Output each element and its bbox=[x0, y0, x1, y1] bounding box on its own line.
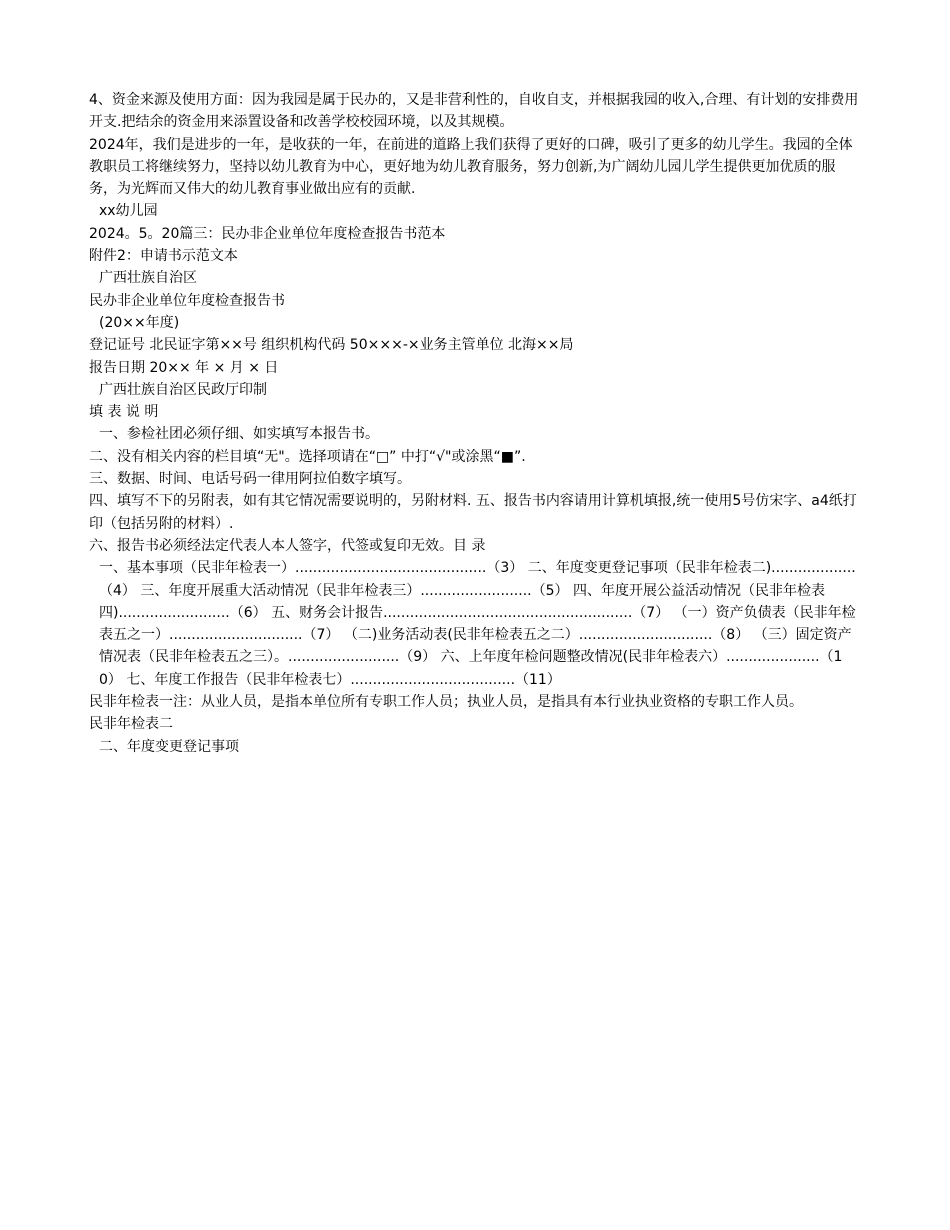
form-1-note: 民非年检表一注：从业人员，是指本单位所有专职工作人员；执业人员，是指具有本行业执业资格的专职工作人员。 bbox=[89, 694, 803, 711]
attachment-label: 附件2：申请书示范文本 bbox=[89, 248, 238, 265]
instruction-3: 三、数据、时间、电话号码一律用阿拉伯数字填写。 bbox=[89, 471, 411, 488]
instruction-2: 二、没有相关内容的栏目填“无"。选择项请在“□” 中打“√"或涂黑“■”. bbox=[89, 448, 526, 465]
region-name: 广西壮族自治区 bbox=[99, 270, 197, 287]
report-date: 报告日期 20×× 年 × 月 × 日 bbox=[89, 359, 279, 376]
section-2-heading: 二、年度变更登记事项 bbox=[99, 738, 239, 755]
signature-kindergarten: xx幼儿园 bbox=[99, 203, 158, 220]
printed-by: 广西壮族自治区民政厅印制 bbox=[99, 381, 267, 398]
table-of-contents: 一、基本事项（民非年检表一）...........................................（3） 二、年度变更登记事项（民非年检表二)...................（4） 三、年度开展重大活动情况（民非年检表三）.........................（5） 四、年度开展公益活动情况（民非年检表四).........................（6） 五、财务会计报告........................................................（7） （一）资产负债表（民非年检表五之一）..............................（7） （二)业务活动表(民非年检表五之二）..............................（8） （三）固定资产情况表（民非年检表五之三）。.........................（9） 六、上年度年检问题整改情况(民非年检表六）.....................（10） 七、年度工作报告（民非年检表七）.....................................（11） bbox=[99, 560, 856, 688]
document-page bbox=[89, 89, 862, 758]
paragraph-summary-2024: 2024年，我们是进步的一年，是收获的一年，在前进的道路上我们获得了更好的口碑，吸引了更多的幼儿学生。我园的全体教职员工将继续努力，坚持以幼儿教育为中心，更好地为幼儿教育服务，努力创新,为广阔幼儿园儿学生提供更加优质的服务，为光辉而又伟大的幼儿教育事业做出应有的贡献. bbox=[89, 136, 853, 198]
instruction-4-5: 四、填写不下的另附表，如有其它情况需要说明的，另附材料. 五、报告书内容请用计算机填报,统一使用5号仿宋字、a4纸打印（包括另附的材料）. bbox=[89, 493, 857, 532]
instructions-heading: 填 表 说 明 bbox=[89, 404, 159, 421]
registration-info: 登记证号 北民证字第××号 组织机构代码 50×××-×业务主管单位 北海××局 bbox=[89, 337, 574, 354]
report-title: 民办非企业单位年度检查报告书 bbox=[89, 292, 285, 309]
instruction-6-and-toc-heading: 六、报告书必须经法定代表人本人签字，代签或复印无效。目 录 bbox=[89, 537, 486, 554]
form-2-label: 民非年检表二 bbox=[89, 716, 173, 733]
instruction-1: 一、参检社团必须仔细、如实填写本报告书。 bbox=[99, 426, 379, 443]
date-and-section-title: 2024。5。20篇三：民办非企业单位年度检查报告书范本 bbox=[89, 225, 446, 242]
report-year: (20××年度) bbox=[99, 314, 180, 331]
paragraph-funding: 4、资金来源及使用方面：因为我园是属于民办的，又是非营利性的，自收自支，并根据我园的收入,合理、有计划的安排费用开支.把结余的资金用来添置设备和改善学校校园环境，以及其规模。 bbox=[89, 92, 859, 131]
